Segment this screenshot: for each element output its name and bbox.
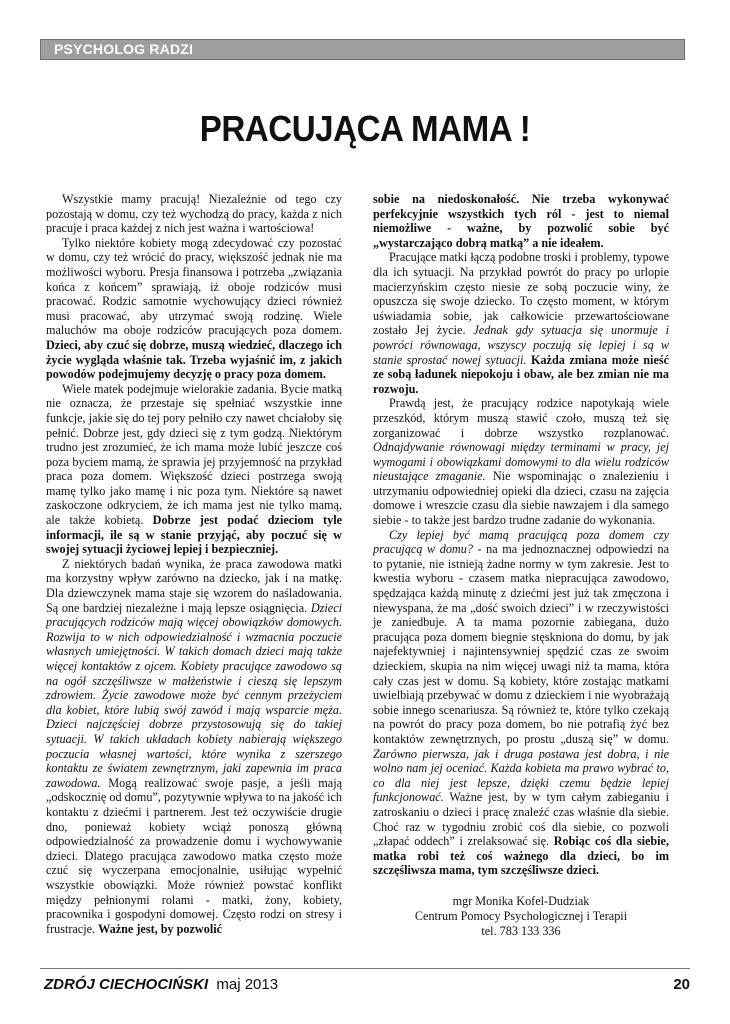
article-paragraph [373,250,669,396]
page-number: 20 [673,976,690,993]
article-title: PRACUJĄCA MAMA ! [199,108,531,149]
left-column [46,192,342,936]
text-run: Mogą realizować swoje pasje, a jeśli mają „odskocznię od domu”, pozytywnie wpływa to na jakość ich kontaktu z dziećmi i partnerem. Jest też oczywiście drugie dno, ponieważ kobiety wciąż ponoszą główną odpowiedzialność za prowadzenie domu i wychowywanie dzieci. Dlatego pracująca zawodowo matka często może czuć się wyczerpana emocjonalnie, usiłując wypełnić wszystkie obowiązki. Może również powstać konflikt między pełnionymi rolami - matki, żony, kobiety, pracownika i gospodyni domowej. Często rodzi on stresy i frustracje. [46,775,342,936]
text-run: Robiąc coś dla siebie, matka robi też coś ważnego dla dzieci, bo im szczęśliwsza mama, tym szczęśliwsze dzieci. [373,834,669,878]
article-paragraph [46,557,342,936]
text-run: Tylko niektóre kobiety mogą zdecydować czy pozostać w domu, czy też wrócić do pracy, większość jednak nie ma możliwości wyboru. Presja finansowa i potrzeba „związania końca z końcem” sprawiają, iż oboje rodziców musi pracować. Rodzic samotnie wychowujący dzieci również musi pracować, aby utrzymać swoją rodzinę. Wiele maluchów ma oboje rodziców pracujących poza domem. [46,235,342,338]
text-run: Z niektórych badań wynika, że praca zawodowa matki ma korzystny wpływ zarówno na dziecko, jak i na matkę. Dla dziewczynek mama staje się wzorem do naśladowania. Są one bardziej niezależne i mają lepsze osiągnięcia. [46,556,342,615]
text-run: Pracujące matki łączą podobne troski i problemy, typowe dla ich sytuacji. Na przykład powrót do pracy po urlopie macierzyńskim często niesie ze sobą poczucie winy, że opuszcza się swoje dziecko. To często moment, w którym uświadamia sobie, jak całkowicie przewartościowane zostało Jej życie. [373,250,669,338]
right-column [373,192,669,939]
article-paragraph [373,396,669,527]
text-run: Zarówno pierwsza, jak i druga postawa jest dobra, i nie wolno nam jej oceniać. Każda kobieta ma prawo wybrać to, co dla niej jest lepsze, dzięki czemu będzie lepiej funkcjonować. [373,746,669,805]
text-run: Dobrze jest podać dzieciom tyle informacji, ile są w stanie przyjąć, aby poczuć się w swojej sytuacji życiowej lepiej i bezpieczniej. [46,513,342,557]
text-run: Czy lepiej być mamą pracującą poza domem czy pracującą w domu? [373,527,669,557]
text-run: Ważne jest, by w tym całym zabieganiu i zatroskaniu o dzieci i pracę znaleźć czas właśnie dla siebie. Choć raz w tygodniu zrobić coś dla siebie, co pozwoli „złapać oddech” i zrelaksować się. [373,790,669,849]
text-run: sobie na niedoskonałość. Nie trzeba wykonywać perfekcyjnie wszystkich tych ról - jest to niemal niemożliwe - ważne, by pozwolić sobie być „wystarczająco dobrą matką” a nie ideałem. [373,192,669,250]
author-name: mgr Monika Kofel-Dudziak [452,893,590,908]
text-run: Jednak gdy sytuacja się unormuje i powróci równowaga, wszyscy poczują się lepiej i są w stanie sprostać nowej sytuacji. [373,323,669,367]
section-label: PSYCHOLOG RADZI [54,41,194,57]
text-run: Wszystkie mamy pracują! Niezależnie od tego czy pozostają w domu, czy też wychodzą do pracy, każda z nich pracuje i praca każdej z nich jest ważna i wartościowa! [46,192,342,236]
author-organization: Centrum Pomocy Psychologicznej i Terapii [414,908,628,923]
right-column-paragraphs [373,192,669,878]
text-run: Dzieci pracujących rodziców mają więcej obowiązków domowych. Rozwija to w nich odpowiedzialność i wzmacnia poczucie własnych umiejętności. W takich domach dzieci mają także więcej kontaktów z ojcem. Kobiety pracujące zawodowo są na ogół szczęśliwsze w małżeństwie i cieszą się lepszym zdrowiem. Życie zawodowe może być cennym przeżyciem dla kobiet, które lubią swój zawód i mają wsparcie męża. Dzieci najczęściej dobrze przystosowują się do takiej sytuacji. W takich układach kobiety nabierają większego poczucia własnej wartości, które wynika z szerszego kontaktu ze światem zewnętrznym, jaki zapewnia im praca zawodowa. [46,600,342,790]
publication-date: maj 2013 [216,976,279,993]
text-run: Prawdą jest, że pracujący rodzice napotykają wiele przeszkód, którym muszą stawić czoło, muszą też się zorganizować i dobrze wszystko rozplanować. [373,396,669,440]
article-paragraph [46,192,342,236]
text-run: Każda zmiana może nieść ze sobą ładunek niepokoju i obaw, ale bez zmian nie ma rozwoju. [373,352,670,396]
footer-publication [44,976,278,993]
text-run: Wiele matek podejmuje wielorakie zadania. Bycie matką nie oznacza, że przestaje się spełniać wszystkie inne funkcje, jakie się do tej pory pełniło czy nawet chciałoby się pełnić. Dobrze jest, gdy dzieci się z tym godzą. Niektórym trudno jest zrozumieć, że ich mama może lubić jeszcze coś poza byciem mamą, że sprawia jej przyjemność na przykład praca poza domem. Większość dzieci postrzega swoją mamę tylko jako mamę i nic poza tym. Niektóre są nawet zaskoczone odkryciem, że ich mama jest nie tylko mamą, ale także kobietą. [46,381,342,528]
article-paragraph [46,236,342,382]
article-paragraph [373,192,669,250]
article-paragraph [46,382,342,557]
text-run: - na ma jednoznacznej odpowiedzi na to pytanie, nie istnieją żadne normy w tym zakresie. Jest to kwestia wyboru - czasem matka niepracująca zawodowo, spędzająca każdą minutę z dziećmi jest już tak zmęczona i niewyspana, że ma „dość swoich dzieci” i w rzeczywistości je zaniedbuje. A ta mama pozornie zabiegana, dużo pracująca poza domem biegnie stęskniona do domu, by jak najefektywniej i najintensywniej spędzić czas ze swoim dzieckiem, skupia na nim więcej uwagi niż ta mama, która cały czas jest w domu. Są kobiety, które zostając matkami uwielbiają przebywać w domu z dzieckiem i nie wyobrażają sobie innego scenariusza. Są również te, które tylko czekają na powrót do pracy poza domem, bo nie potrafią żyć bez kontaktów zewnętrznych, po prostu „duszą się” w domu. [373,542,669,746]
text-run: Nie wspominając o znalezieniu i utrzymaniu odpowiedniej opieki dla dzieci, czasu na zajęcia domowe i wreszcie czasu dla siebie nawzajem i dla samego siebie - to także jest bardzo trudne zadanie do wykonania. [373,469,669,528]
text-run: Dzieci, aby czuć się dobrze, muszą wiedzieć, dlaczego ich życie wygląda właśnie tak. Trzeba wyjaśnić im, z jakich powodów podejmujemy decyzję o pracy poza domem. [46,337,342,382]
text-run: Ważne jest, by pozwolić [98,921,223,936]
author-signature [373,894,669,939]
article-paragraph [373,528,669,878]
footer-divider [40,968,690,969]
publication-name: ZDRÓJ CIECHOCIŃSKI [44,976,209,993]
author-phone: tel. 783 133 336 [481,923,561,938]
text-run: Odnajdywanie równowagi między terminami w pracy, jej wymogami i obowiązkami domowymi to dla wielu rodziców nieustające zmaganie. [373,440,669,484]
